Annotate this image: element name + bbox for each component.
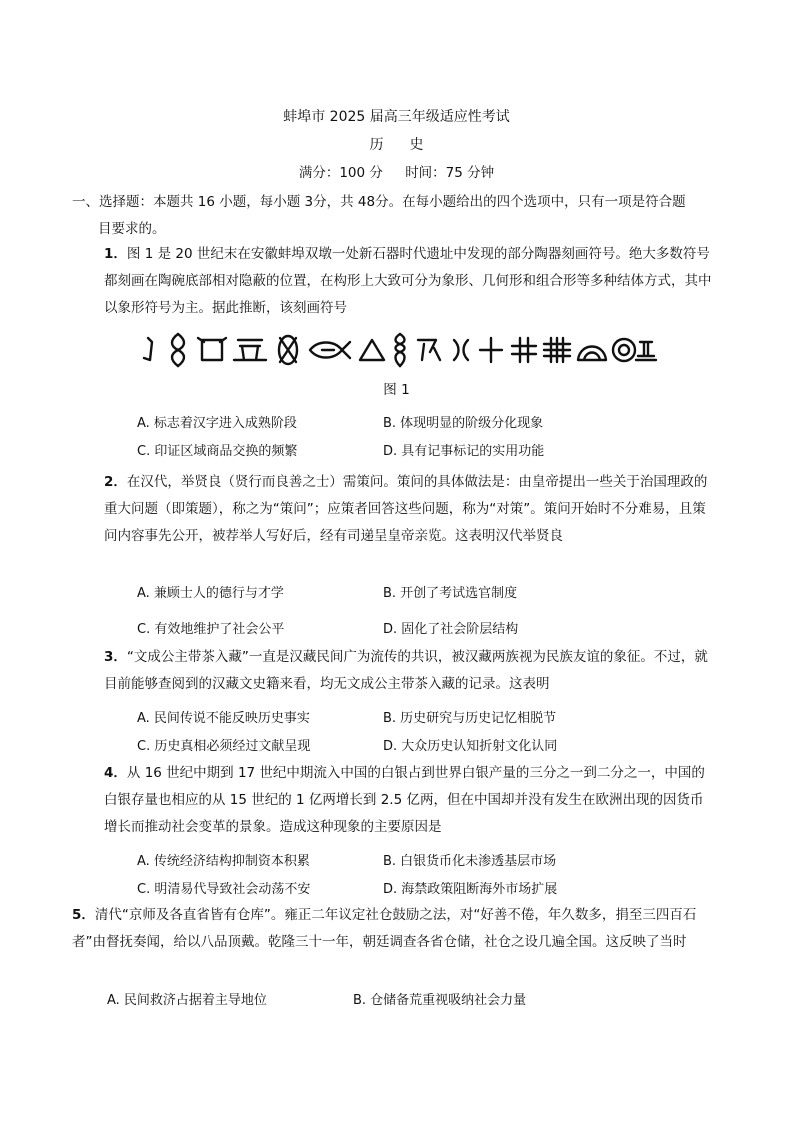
option-b[interactable]: B. 白银货币化未渗透基层市场: [383, 854, 557, 869]
question-text: 清代“京师及各直省皆有仓库”。雍正二年议定社仓鼓励之法，对“好善不倦，年久数多，捐至三四百石者”由督抚奏闻，给以八品顶戴。乾隆三十一年，朝廷调查各省仓储，社仓之设几遍全国。这反映了当时: [72, 907, 697, 950]
question-text: 图 1 是 20 世纪末在安徽蚌埠双墩一处新石器时代遗址中发现的部分陶器刻画符号。绝大多数符号都刻画在陶碗底部相对隐蔽的位置，在构形上大致可分为象形、几何形和组合形等多种结体方式，其中以象形符号为主。据此推断，该刻画符号: [104, 246, 712, 316]
question-number: 2．: [104, 474, 127, 490]
option-b[interactable]: B. 历史研究与历史记忆相脱节: [383, 711, 557, 726]
question-4: [104, 760, 716, 841]
question-2-options: [137, 582, 697, 646]
question-number: 5．: [72, 907, 95, 923]
option-a[interactable]: A. 传统经济结构抑制资本积累: [137, 854, 310, 869]
option-d[interactable]: D. 具有记事标记的实用功能: [383, 444, 545, 459]
option-d[interactable]: D. 海禁政策阻断海外市场扩展: [383, 882, 558, 897]
figure-caption: 图 1: [383, 382, 410, 398]
section-heading: [72, 189, 722, 243]
question-5-options: [107, 989, 667, 1017]
section-line-1: 一、选择题：本题共 16 小题，每小题 3分，共 48分。在每小题给出的四个选项中，只有一项是符合题: [72, 194, 686, 210]
question-5: [72, 902, 716, 956]
option-c[interactable]: C. 有效地维护了社会公平: [137, 622, 285, 637]
option-a[interactable]: A. 民间传说不能反映历史事实: [137, 711, 310, 726]
subject-title: 历史: [369, 137, 450, 153]
question-1: [104, 241, 716, 322]
carved-symbols-figure: [138, 330, 658, 370]
option-b[interactable]: B. 仓储备荒重视吸纳社会力量: [353, 993, 527, 1008]
exam-title: 蚌埠市 2025 届高三年级适应性考试: [283, 109, 510, 125]
exam-meta: [0, 161, 793, 181]
option-b[interactable]: B. 开创了考试选官制度: [383, 586, 518, 601]
question-text: “文成公主带茶入藏”一直是汉藏民间广为流传的共识，被汉藏两族视为民族友谊的象征。不过，就目前能够查阅到的汉藏文史籍来看，均无文成公主带茶入藏的记录。这表明: [104, 649, 708, 692]
question-text: 从 16 世纪中期到 17 世纪中期流入中国的白银占到世界白银产量的三分之一到二分之一，中国的白银存量也相应的从 15 世纪的 1 亿两增长到 2.5 亿两，但在中国却并没有发生在欧洲出现的因货币增长而推动社会变革的景象。造成这种现象的主要原因是: [104, 765, 705, 835]
option-a[interactable]: A. 标志着汉字进入成熟阶段: [137, 416, 297, 431]
question-4-options: [137, 850, 697, 906]
option-d[interactable]: D. 大众历史认知折射文化认同: [383, 739, 558, 754]
option-d[interactable]: D. 固化了社会阶层结构: [383, 622, 519, 637]
question-2: [104, 469, 716, 550]
option-c[interactable]: C. 历史真相必须经过文献呈现: [137, 739, 311, 754]
question-number: 1．: [104, 246, 127, 262]
option-c[interactable]: C. 明清易代导致社会动荡不安: [137, 882, 311, 897]
option-a[interactable]: A. 兼顾士人的德行与才学: [137, 586, 284, 601]
question-number: 3．: [104, 649, 127, 665]
question-text: 在汉代，举贤良（贤行而良善之士）需策问。策问的具体做法是：由皇帝提出一些关于治国理政的重大问题（即策题），称之为“策问”；应策者回答这些问题，称为“对策”。策问开始时不分难易，且策问内容事先公开，被荐举人写好后，经有司递呈皇帝亲览。这表明汉代举贤良: [104, 474, 708, 544]
question-1-options: [137, 412, 697, 468]
question-3-options: [137, 707, 697, 763]
option-c[interactable]: C. 印证区域商品交换的频繁: [137, 444, 298, 459]
section-line-2: 目要求的。: [98, 221, 166, 237]
carved-symbols-icon: [138, 330, 658, 370]
option-a[interactable]: A. 民间救济占据着主导地位: [107, 993, 267, 1008]
question-3: [104, 644, 716, 698]
question-number: 4．: [104, 765, 127, 781]
exam-time: 时间：75 分钟: [405, 165, 495, 181]
option-b[interactable]: B. 体现明显的阶级分化现象: [383, 416, 544, 431]
full-marks: 满分：100 分: [298, 165, 383, 181]
